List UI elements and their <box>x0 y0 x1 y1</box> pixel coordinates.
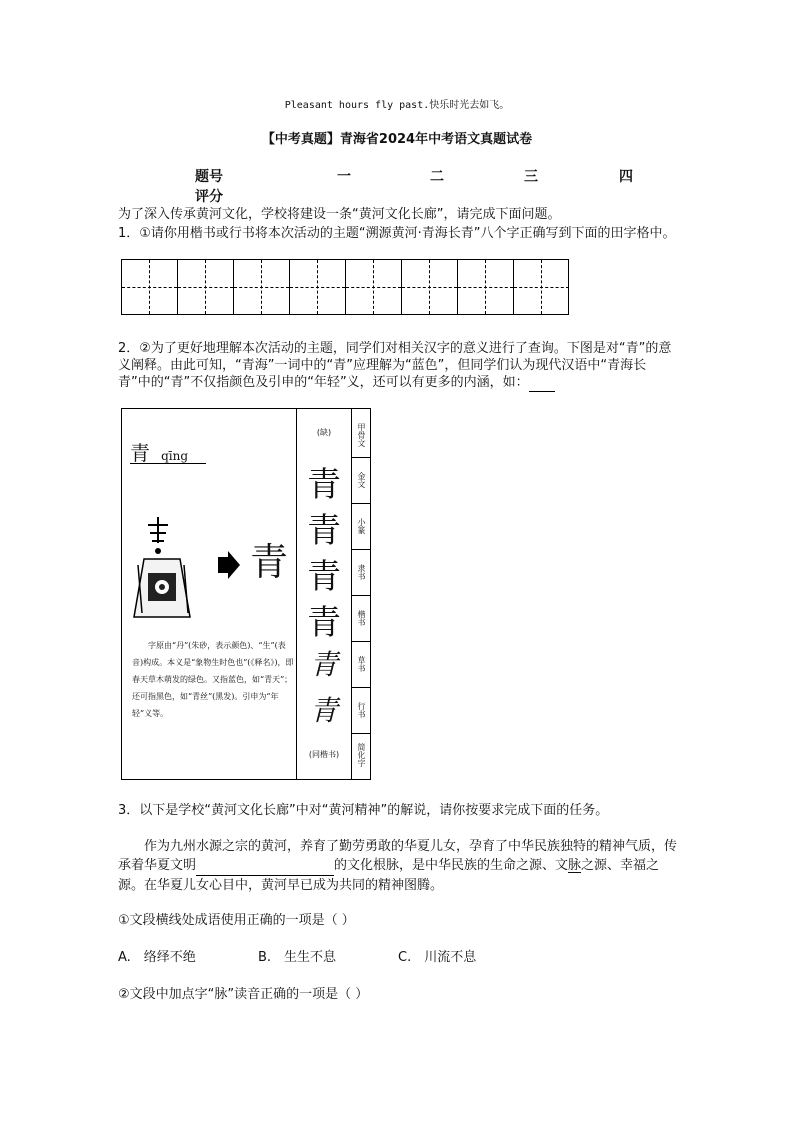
grid-cell[interactable] <box>178 260 234 314</box>
headword-line <box>130 437 206 464</box>
ancient-bronze-glyph-icon <box>128 509 198 627</box>
passage-part-1: 作为九州水源之宗的黄河，养育了勤劳勇敢的华夏儿女，孕育了中华民族独特的精神气质，传承着华夏文明 <box>118 839 678 873</box>
pinyin: qīng <box>161 449 189 463</box>
intro-text: 为了深入传承黄河文化，学校将建设一条“黄河文化长廊”，请完成下面问题。 <box>118 207 561 222</box>
sub-question-1: ①文段横线处成语使用正确的一项是（ ） <box>118 913 355 928</box>
question-3-text: 3．以下是学校“黄河文化长廊”中对“黄河精神”的解说，请你按要求完成下面的任务。 <box>118 803 609 818</box>
passage-part-3: 之源、幸福之源。在华夏儿女心目中，黄河早已成为共同的精神图腾。 <box>118 858 660 893</box>
script-label: 隶书 <box>357 564 366 580</box>
grid-cell[interactable] <box>346 260 402 314</box>
option-b[interactable]: B. 生生不息 <box>258 950 337 965</box>
question-2-text <box>118 340 678 392</box>
score-table-col-1: 一 <box>337 169 351 185</box>
script-label: 金文 <box>357 472 366 488</box>
sub-question-2: ②文段中加点字“脉”读音正确的一项是（ ） <box>118 987 369 1002</box>
glyph-xingshu: 青 <box>309 694 338 727</box>
answer-blank[interactable] <box>529 374 555 392</box>
grid-cell[interactable] <box>122 260 178 314</box>
passage <box>118 837 678 895</box>
character-description: 字原由“丹”(朱砂，表示颜色)、“生”(表音)构成。本义是“象物生时色也”(《释名》)，即春天草木萌发的绿色。又指蓝色，如“青天”；还可指黑色，如“青丝”(黑发)。引申为“年轻”义等。 <box>132 641 294 718</box>
script-label: 草书 <box>357 656 366 672</box>
evolution-target-glyph: 青 <box>250 540 289 584</box>
idiom-blank[interactable] <box>196 856 334 876</box>
grid-cell[interactable] <box>234 260 290 314</box>
score-table-col-2: 二 <box>430 169 444 185</box>
glyph-jinwen: 青 <box>307 465 341 505</box>
glyph-lishu: 青 <box>307 557 341 597</box>
figure-explanation-panel <box>122 409 297 779</box>
script-label: 小篆 <box>357 518 366 534</box>
option-c[interactable]: C. 川流不息 <box>398 950 477 965</box>
script-label-column <box>352 409 370 779</box>
script-glyph-column <box>297 409 352 779</box>
grid-cell[interactable] <box>402 260 458 314</box>
grid-cell[interactable] <box>458 260 514 314</box>
same-as-kaishu-note: (同楷书) <box>308 750 340 759</box>
score-table-col-3: 三 <box>524 169 538 185</box>
tagline: Pleasant hours fly past.快乐时光去如飞。 <box>284 100 510 111</box>
passage-part-2: 的文化根脉，是中华民族的生命之源、文 <box>334 858 569 873</box>
script-label: 简化字 <box>357 743 366 767</box>
score-table-score-label: 评分 <box>195 189 223 205</box>
glyph-kaishu: 青 <box>307 603 341 643</box>
script-label: 楷书 <box>357 610 366 626</box>
missing-note: (缺) <box>316 428 332 437</box>
dotted-character: 脉 <box>568 858 582 873</box>
glyph-xiaozhuan: 青 <box>307 511 341 551</box>
grid-cell[interactable] <box>290 260 346 314</box>
exam-title: 【中考真题】青海省2024年中考语文真题试卷 <box>261 132 533 147</box>
character-figure <box>121 408 371 780</box>
script-label: 行书 <box>357 702 366 718</box>
score-table-col-4: 四 <box>619 169 633 185</box>
question-1-text: 1．①请你用楷书或行书将本次活动的主题“溯源黄河·青海长青”八个字正确写到下面的田字格中。 <box>118 226 676 241</box>
arrow-right-icon <box>216 551 240 579</box>
option-a[interactable]: A. 络绎不绝 <box>118 950 196 965</box>
grid-cell[interactable] <box>514 260 570 314</box>
writing-grid[interactable] <box>121 259 569 315</box>
score-table-question-label: 题号 <box>195 169 223 185</box>
script-label: 甲骨文 <box>357 423 366 447</box>
headword: 青 <box>130 441 150 465</box>
glyph-caoshu: 青 <box>309 648 338 681</box>
question-2-body: 2．②为了更好地理解本次活动的主题，同学们对相关汉字的意义进行了查询。下图是对“青”的意义阐释。由此可知，“青海”一词中的“青”应理解为“蓝色”，但同学们认为现代汉语中“青海长青”中的“青”不仅指颜色及引申的“年轻”义，还可以有更多的内涵，如： <box>118 341 672 390</box>
